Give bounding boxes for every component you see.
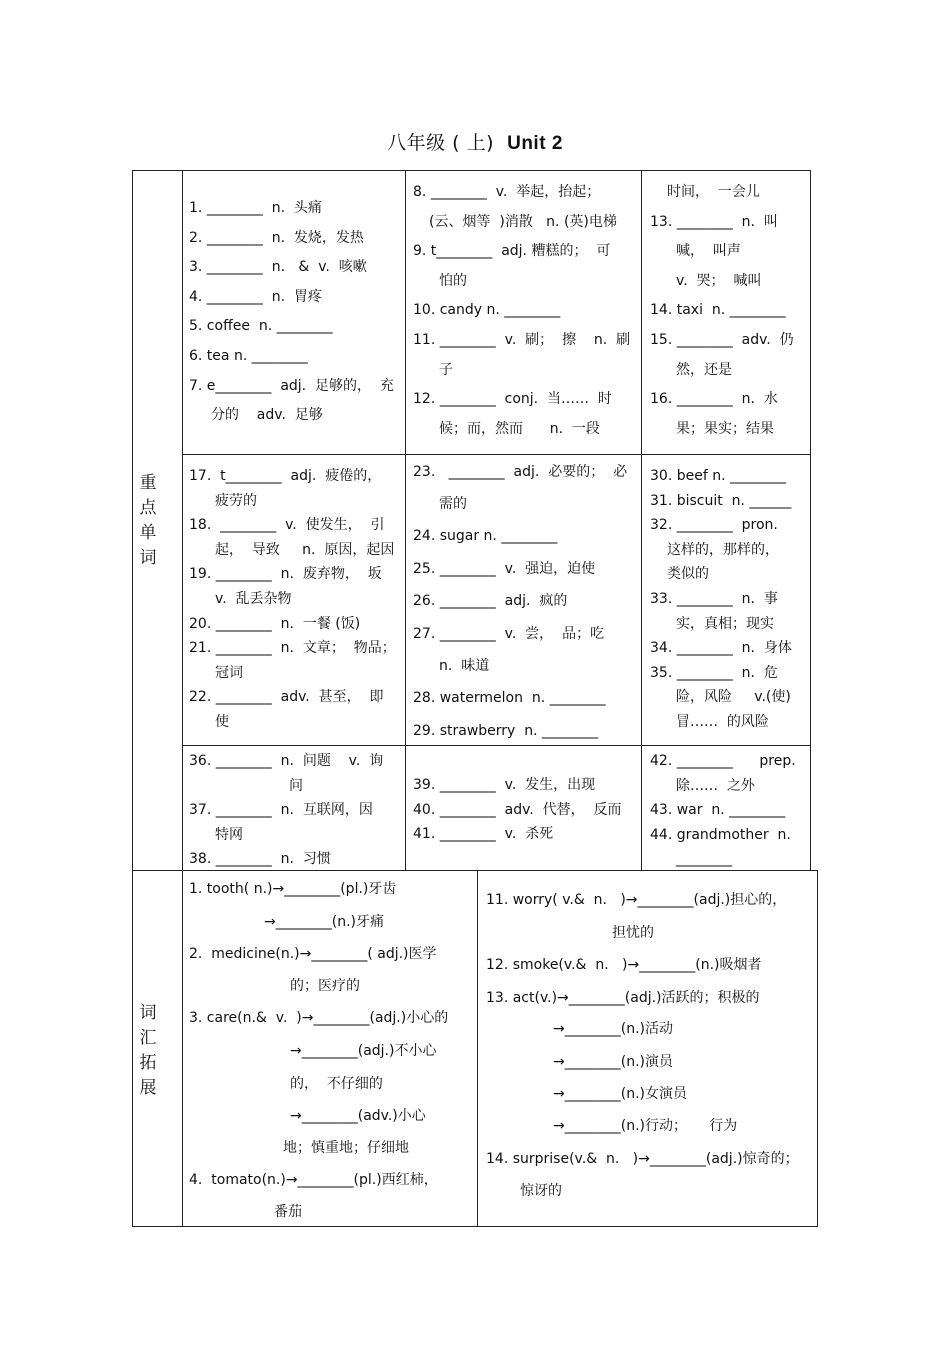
words-cell-8-12 [413,180,638,441]
word-item: 30. beef n. ________ [650,468,786,484]
extension-cell-left [189,877,475,1225]
word-item: 除…… 之外 [676,777,755,794]
word-item: ________ [676,851,732,868]
word-item: 子 [439,361,453,378]
word-item: 13. act(v.)→________(adj.)活跃的；积极的 [486,989,760,1006]
word-item: 6. tea n. ________ [189,347,308,364]
words-cell-23-29 [413,460,638,743]
words-cell-39-41 [413,773,638,847]
word-item: 7. e________ adj. 足够的， 充 [189,377,394,394]
word-item: 需的 [439,495,467,512]
word-item: 12. smoke(v.& n. )→________(n.)吸烟者 [486,957,762,974]
word-item: 的；医疗的 [290,977,360,994]
extension-cell-right [486,888,816,1204]
word-item: 29. strawberry n. ________ [413,722,599,739]
word-item: 11. ________ v. 刷； 擦 n. 刷 [413,331,631,348]
word-item: →________(adv.)小心 [290,1108,426,1125]
word-item: 40. ________ adv. 代替， 反而 [413,801,622,818]
word-item: 10. candy n. ________ [413,302,561,319]
word-item: 42. ________ prep. [650,753,796,769]
word-item: 39. ________ v. 发生，出现 [413,777,596,793]
words-cell-13-16 [650,180,808,441]
word-item: 11. worry( v.& n. )→________(adj.)担心的， [486,892,787,908]
word-item: 12. ________ conj. 当…… 时 [413,391,612,408]
word-item: 分的 adv. 足够 [211,407,323,424]
word-item: n. 味道 [439,657,490,674]
words-cell-17-22 [189,464,403,735]
word-item: 20. ________ n. 一餐 (饭) [189,615,361,632]
word-item: 类似的 [667,566,709,583]
section-label-key-words: 重 点 单 词 [139,473,157,568]
word-item: 4. ________ n. 胃疼 [189,288,322,305]
word-item: 25. ________ v. 强迫，迫使 [413,560,596,577]
word-item: 番茄 [274,1203,302,1220]
word-item: 33. ________ n. 事 [650,590,778,607]
word-item: 1. tooth( n.)→________(pl.)牙齿 [189,881,397,897]
word-item: 问 [289,777,303,794]
word-item: 惊讶的 [520,1183,562,1200]
word-item: 这样的，那样的， [667,541,779,558]
word-item: 5. coffee n. ________ [189,318,333,335]
word-item: 8. ________ v. 举起，抬起； [413,184,601,200]
word-item: 地；慎重地；仔细地 [283,1139,409,1156]
page-title: 八年级 ( 上) Unit 2 [387,132,563,154]
word-item: 23. ________ adj. 必要的； 必 [413,464,628,480]
word-item: 3. ________ n. & v. 咳嗽 [189,259,367,276]
word-item: 44. grandmother n. [650,826,791,843]
word-item: 实，真相；现实 [676,615,774,632]
word-item: 的， 不仔细的 [290,1075,383,1092]
word-item: →________(adj.)不小心 [290,1042,437,1059]
word-item: 担忧的 [612,924,654,941]
word-item: 24. sugar n. ________ [413,528,558,545]
word-item: 15. ________ adv. 仍 [650,331,794,348]
word-item: 13. ________ n. 叫 [650,213,778,230]
word-item: →________(n.)行动； 行为 [553,1118,738,1135]
word-item: 2. medicine(n.)→________( adj.)医学 [189,946,437,963]
word-item: 27. ________ v. 尝， 品；吃 [413,625,605,642]
word-item: 2. ________ n. 发烧，发热 [189,229,364,246]
word-item: 16. ________ n. 水 [650,391,778,408]
word-item: 果；果实；结果 [676,420,774,437]
word-item: 21. ________ n. 文章； 物品； [189,640,396,657]
word-item: (云、烟等 )消散 n. (英)电梯 [429,213,617,230]
word-item: 怕的 [439,272,467,289]
word-item: 14. taxi n. ________ [650,302,786,319]
word-item: 候；而，然而 n. 一段 [439,420,600,437]
word-item: 3. care(n.& v. )→________(adj.)小心的 [189,1010,449,1027]
words-cell-1-8 [189,196,401,428]
word-item: 22. ________ adv. 甚至， 即 [189,689,384,706]
word-item: 37. ________ n. 互联网，因 [189,802,373,819]
word-item: 然，还是 [676,361,732,378]
word-item: v. 乱丢杂物 [215,590,292,607]
word-item: v. 哭； 喊叫 [676,272,762,289]
word-item: 19. ________ n. 废弃物， 坂 [189,566,382,583]
word-item: 18. ________ v. 使发生， 引 [189,517,385,534]
word-item: 41. ________ v. 杀死 [413,826,554,843]
section-label-vocabulary-extension: 词 汇 拓 展 [139,1003,157,1098]
word-item: 1. ________ n. 头痛 [189,200,322,216]
word-item: 36. ________ n. 问题 v. 询 [189,753,384,769]
words-cell-42-44 [650,749,808,872]
word-item: →________(n.)女演员 [553,1085,687,1102]
word-item: 喊， 叫声 [676,243,741,260]
word-item: 时间， 一会儿 [667,184,760,200]
word-item: 35. ________ n. 危 [650,664,778,681]
word-item: 使 [215,713,229,730]
words-cell-36-38 [189,749,403,872]
word-item: 38. ________ n. 习惯 [189,851,331,868]
word-item: 冠词 [215,664,243,681]
word-item: →________(n.)活动 [553,1021,673,1038]
word-item: 4. tomato(n.)→________(pl.)西红柿， [189,1172,438,1189]
word-item: 28. watermelon n. ________ [413,690,606,707]
word-item: 26. ________ adj. 疯的 [413,593,568,610]
word-item: 32. ________ pron. [650,517,778,534]
word-item: 43. war n. ________ [650,802,786,819]
word-item: →________(n.)牙痛 [264,913,384,930]
words-cell-30-35 [650,464,808,735]
word-item: 17. t________ adj. 疲倦的， [189,468,382,484]
word-item: 冒…… 的风险 [676,713,769,730]
word-item: 31. biscuit n. ______ [650,492,792,509]
word-item: 险，风险 v.(使) [676,689,791,706]
word-item: 特网 [215,826,243,843]
word-item: 34. ________ n. 身体 [650,640,792,657]
word-item: 疲劳的 [215,492,257,509]
word-item: 14. surprise(v.& n. )→________(adj.)惊奇的； [486,1150,799,1167]
word-item: 9. t________ adj. 糟糕的； 可 [413,243,611,260]
word-item: →________(n.)演员 [553,1053,673,1070]
word-item: 起， 导致 n. 原因，起因 [215,541,395,558]
